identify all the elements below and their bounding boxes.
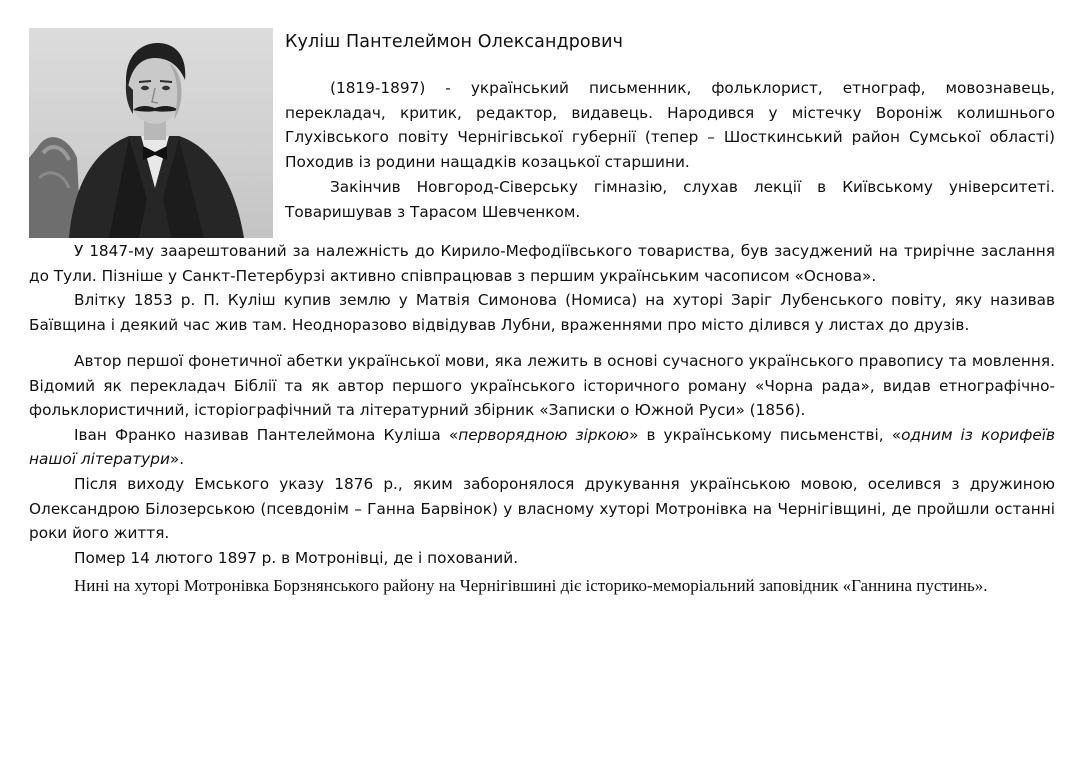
quote-italic-1: перворядною зіркою: [458, 425, 630, 444]
bio-paragraph-death: Помер 14 лютого 1897 р. в Мотронівці, де і похований.: [74, 548, 519, 567]
bio-paragraph-lubny: Влітку 1853 р. П. Куліш купив землю у Матвія Симонова (Номиса) на хуторі Заріг Лубенського повіту, яку називав Баївщина і деякий час жив там. Неодноразово відвідував Лубни, враженнями про місто ділився у листах до друзів.: [29, 291, 1055, 334]
bio-section-arrest: [29, 239, 1055, 337]
quote-italic-2: одним із корифеїв нашої літератури: [29, 425, 1055, 469]
bio-paragraph-intro: (1819-1897) - український письменник, фольклорист, етнограф, мовознавець, перекладач, критик, редактор, видавець. Народився у містечку Вороніж колишнього Глухівського повіту Чернігівської губернії (тепер – Шосткинський район Сумської області) Походив із родини нащадків козацької старшини.: [285, 79, 1055, 171]
quote-text-3: ».: [169, 450, 185, 469]
bio-paragraph-arrest: У 1847-му заарештований за належність до Кирило-Мефодіївського товариства, був засуджений на трирічне заслання до Тули. Пізніше у Санкт-Петербурзі активно співпрацював з першим українським часописом «Основа».: [29, 242, 1055, 285]
bio-section-works: [29, 349, 1055, 570]
bio-paragraph-franko-quote: [29, 423, 1055, 472]
bio-paragraph-ems-decree: Після виходу Емського указу 1876 р., яким заборонялося друкування українською мовою, оселився з дружиною Олександрою Білозерською (псевдонім – Ганна Барвінок) у власному хуторі Мотронівка на Чернігівщині, де пройшли останні роки його життя.: [29, 474, 1055, 543]
portrait-photo: [29, 28, 273, 238]
bio-paragraph-education: Закінчив Новгород-Сіверську гімназію, слухав лекції в Київському університеті. Товаришував з Тарасом Шевченком.: [285, 178, 1055, 221]
page-title: Куліш Пантелеймон Олександрович: [285, 32, 624, 52]
quote-text-2: » в українському письменстві, «: [629, 425, 902, 444]
bio-paragraph-alphabet: Автор першої фонетичної абетки української мови, яка лежить в основі сучасного українського правопису та мовлення. Відомий як перекладач Біблії та як автор першого українського історичного роману «Чорна рада», видав етнографічно-фольклористичний, історіографічний та літературний збірник «Записки о Южной Руси» (1856).: [29, 352, 1055, 420]
quote-text-1: Іван Франко називав Пантелеймона Куліша «: [74, 425, 459, 444]
bio-paragraph-memorial: Нині на хуторі Мотронівка Борзнянського району на Чернігівшині діє історико-меморіальний заповідник «Ганнина пустинь».: [74, 576, 988, 595]
